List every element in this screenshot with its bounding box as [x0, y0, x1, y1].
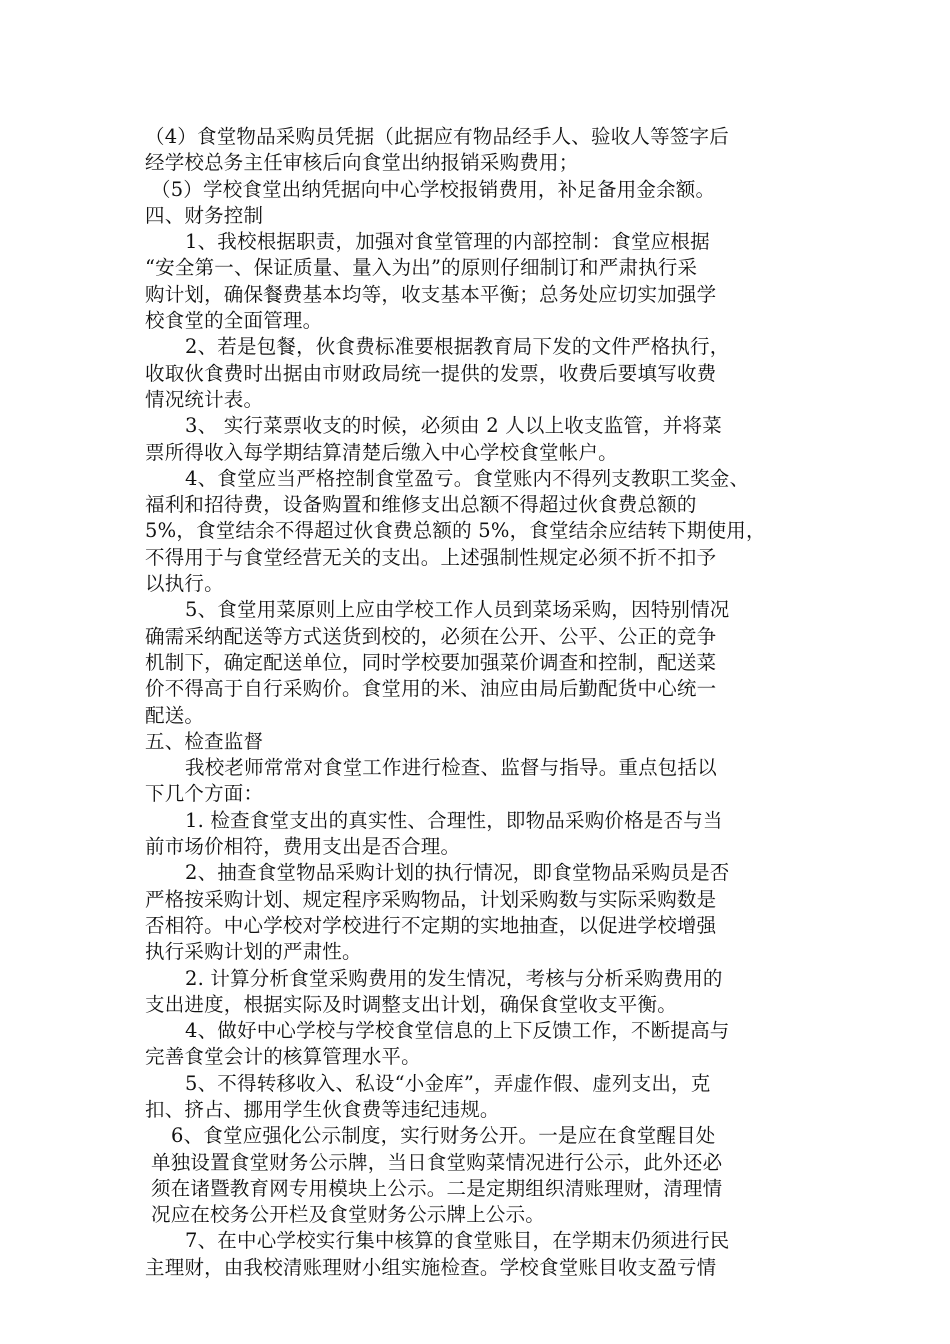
text-line: 不得用于与食堂经营无关的支出。上述强制性规定必须不折不扣予	[145, 545, 717, 569]
text-line: （4）食堂物品采购员凭据（此据应有物品经手人、验收人等签字后	[145, 125, 729, 148]
document-body	[145, 124, 810, 1281]
text-line: 6、食堂应强化公示制度，实行财务公开。一是应在食堂醒目处	[171, 1124, 716, 1148]
text-line: 机制下，确定配送单位，同时学校要加强菜价调查和控制，配送菜	[145, 650, 717, 674]
text-line: 情况统计表。	[145, 387, 264, 411]
text-line: 5%，食堂结余不得超过伙食费总额的 5%，食堂结余应结转下期使用，	[145, 519, 766, 543]
text-line: 4、食堂应当严格控制食堂盈亏。食堂账内不得列支教职工奖金、	[185, 466, 750, 490]
text-line: 前市场价相符，费用支出是否合理。	[145, 835, 461, 859]
section-heading-finance-control: 四、财务控制	[145, 203, 264, 227]
text-line: 以执行。	[145, 572, 224, 596]
text-line: 况应在校务公开栏及食堂财务公示牌上公示。	[151, 1203, 546, 1227]
text-line: 确需采纳配送等方式送货到校的，必须在公开、公平、公正的竞争	[145, 624, 717, 648]
text-line: 1、我校根据职责，加强对食堂管理的内部控制：食堂应根据	[185, 230, 710, 254]
text-line: 票所得收入每学期结算清楚后缴入中心学校食堂帐户。	[145, 440, 618, 464]
text-line: 支出进度，根据实际及时调整支出计划，确保食堂收支平衡。	[145, 992, 677, 1016]
text-line: 执行采购计划的严肃性。	[145, 940, 362, 964]
text-line: （5）学校食堂出纳凭据向中心学校报销费用，补足备用金余额。	[151, 177, 716, 201]
text-line: 严格按采购计划、规定程序采购物品，计划采购数与实际采购数是	[145, 887, 717, 911]
text-line: 购计划，确保餐费基本均等，收支基本平衡；总务处应切实加强学	[145, 282, 717, 306]
text-line: 主理财，由我校清账理财小组实施检查。学校食堂账目收支盈亏情	[145, 1255, 717, 1279]
text-line: 3、 实行菜票收支的时候，必须由 2 人以上收支监管，并将菜	[185, 414, 722, 438]
section-heading-inspection: 五、检查监督	[145, 729, 264, 753]
text-line: 须在诸暨教育网专用模块上公示。二是定期组织清账理财，清理情	[151, 1176, 723, 1200]
text-line: 经学校总务主任审核后向食堂出纳报销采购费用；	[145, 151, 579, 175]
text-line: 福利和招待费，设备购置和维修支出总额不得超过伙食费总额的	[145, 493, 697, 517]
text-line: 校食堂的全面管理。	[145, 309, 323, 333]
text-line: 2、抽查食堂物品采购计划的执行情况，即食堂物品采购员是否	[185, 861, 730, 885]
text-line: 完善食堂会计的核算管理水平。	[145, 1045, 421, 1069]
text-line: “安全第一、保证质量、量入为出”的原则仔细制订和严肃执行采	[145, 256, 698, 280]
text-line: 价不得高于自行采购价。食堂用的米、油应由局后勤配货中心统一	[145, 677, 717, 701]
text-line: 我校老师常常对食堂工作进行检查、监督与指导。重点包括以	[185, 756, 717, 780]
text-line: 配送。	[145, 703, 205, 727]
text-line: 2、若是包餐，伙食费标准要根据教育局下发的文件严格执行，	[185, 335, 730, 359]
text-line: 否相符。中心学校对学校进行不定期的实地抽查，以促进学校增强	[145, 913, 717, 937]
text-line: 2. 计算分析食堂采购费用的发生情况，考核与分析采购费用的	[185, 966, 723, 990]
text-line: 单独设置食堂财务公示牌，当日食堂购菜情况进行公示，此外还必	[151, 1150, 723, 1174]
text-line: 7、在中心学校实行集中核算的食堂账目，在学期末仍须进行民	[185, 1229, 730, 1253]
text-line: 扣、挤占、挪用学生伙食费等违纪违规。	[145, 1097, 500, 1121]
text-line: 5、不得转移收入、私设“小金库”，弄虚作假、虚列支出，克	[185, 1071, 711, 1095]
text-line: 1. 检查食堂支出的真实性、合理性，即物品采购价格是否与当	[185, 808, 723, 832]
text-line: 收取伙食费时出据由市财政局统一提供的发票，收费后要填写收费	[145, 361, 717, 385]
text-line: 5、食堂用菜原则上应由学校工作人员到菜场采购，因特别情况	[185, 598, 730, 622]
text-line: 下几个方面：	[145, 782, 264, 806]
text-line: 4、做好中心学校与学校食堂信息的上下反馈工作，不断提高与	[185, 1019, 730, 1043]
